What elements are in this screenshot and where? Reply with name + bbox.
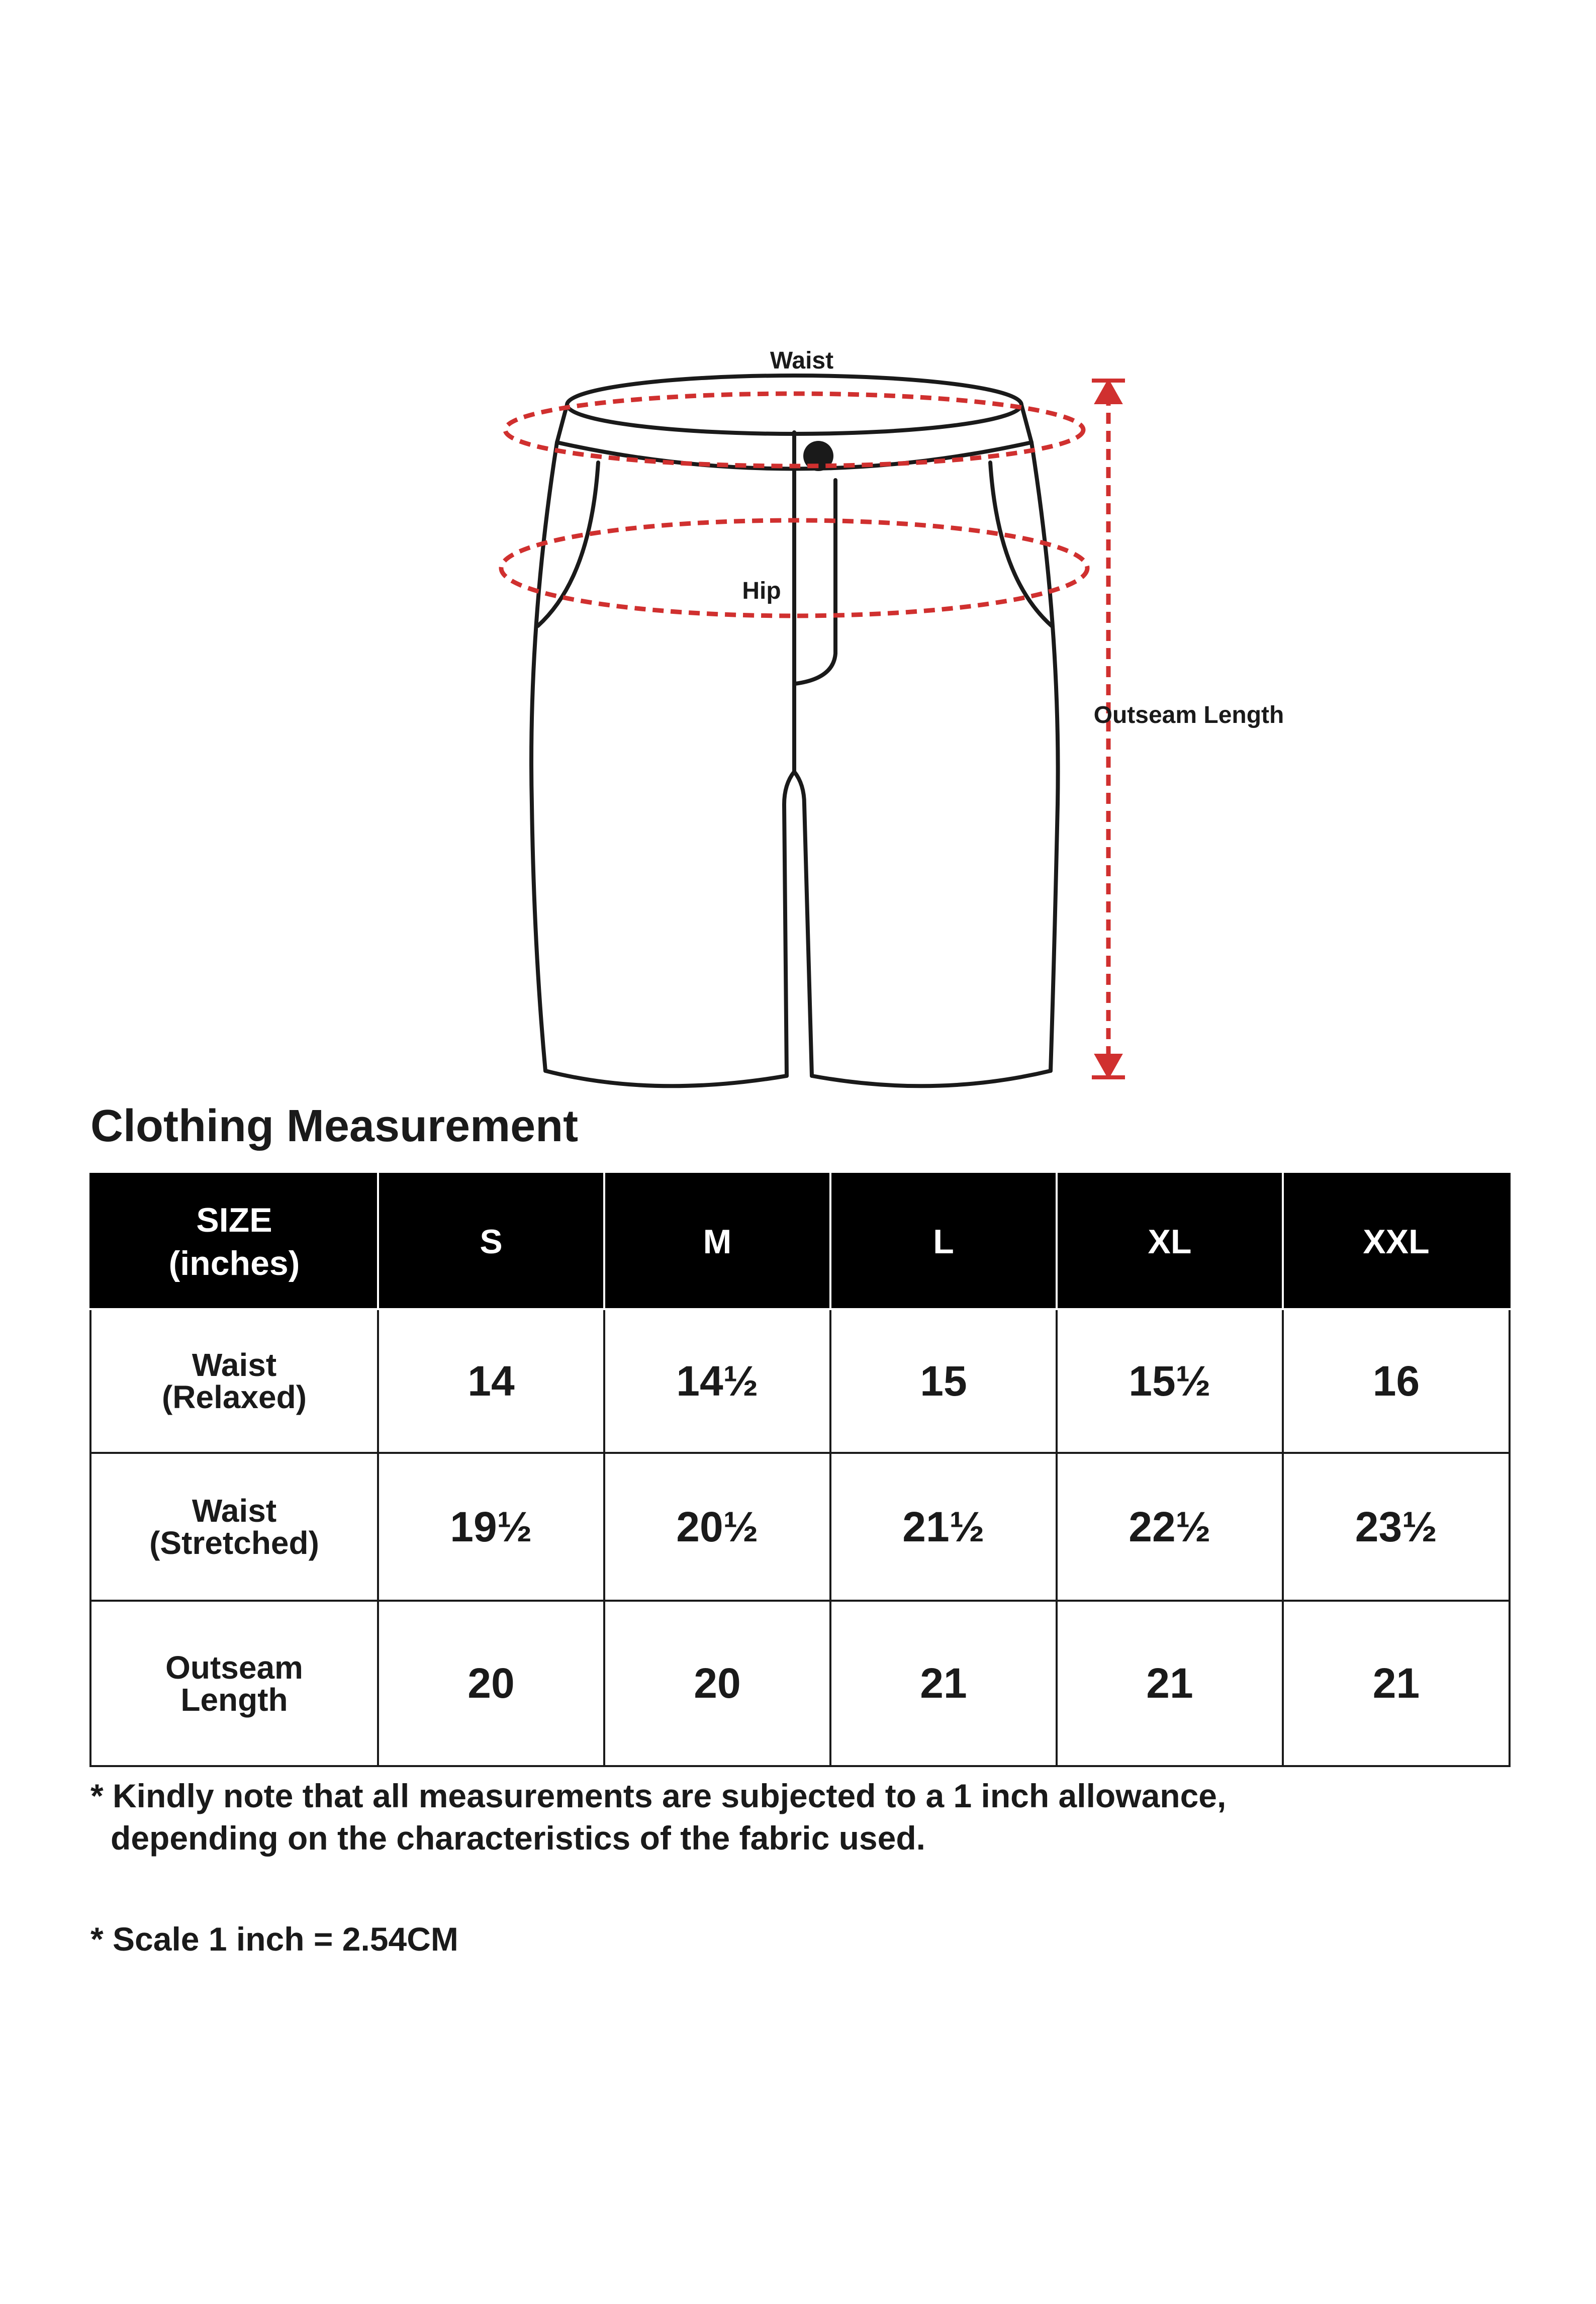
header-size-inches bbox=[90, 1174, 378, 1309]
row-label bbox=[90, 1601, 378, 1766]
left-leg-outer bbox=[531, 442, 557, 1071]
row-label bbox=[90, 1309, 378, 1453]
header-size-m: M bbox=[604, 1174, 830, 1309]
table-row-waist-stretched bbox=[90, 1453, 1510, 1601]
shorts-outline-icon bbox=[0, 0, 1596, 1131]
header-size-line: SIZE bbox=[196, 1201, 272, 1239]
row-label-line2: Length bbox=[180, 1681, 288, 1718]
header-size-xl: XL bbox=[1057, 1174, 1283, 1309]
page-title: Clothing Measurement bbox=[90, 1101, 579, 1151]
header-size-xxl: XXL bbox=[1283, 1174, 1510, 1309]
outseam-length-label: Outseam Length bbox=[1093, 702, 1284, 728]
table-cell: 21 bbox=[1057, 1601, 1283, 1766]
table-cell: 22½ bbox=[1057, 1453, 1283, 1601]
arrow-up-icon bbox=[1097, 383, 1119, 402]
table-cell: 15 bbox=[830, 1309, 1057, 1453]
table-cell: 20 bbox=[378, 1601, 604, 1766]
arrow-down-icon bbox=[1097, 1056, 1119, 1075]
right-inseam bbox=[794, 772, 812, 1076]
table-cell: 14½ bbox=[604, 1309, 830, 1453]
scale-note: * Scale 1 inch = 2.54CM bbox=[90, 1920, 458, 1958]
table-header-row bbox=[90, 1174, 1510, 1309]
row-label-line1: Outseam bbox=[165, 1649, 303, 1686]
row-label-line1: Waist bbox=[192, 1493, 277, 1529]
table-cell: 14 bbox=[378, 1309, 604, 1453]
table-cell: 20 bbox=[604, 1601, 830, 1766]
table-row-outseam-length bbox=[90, 1601, 1510, 1766]
table-cell: 15½ bbox=[1057, 1309, 1283, 1453]
left-hem bbox=[545, 1071, 787, 1086]
row-label-line2: (Stretched) bbox=[149, 1525, 319, 1561]
table-cell: 21½ bbox=[830, 1453, 1057, 1601]
allowance-note bbox=[90, 1775, 1498, 1859]
table-cell: 21 bbox=[830, 1601, 1057, 1766]
size-chart-table bbox=[89, 1173, 1511, 1767]
table-cell: 20½ bbox=[604, 1453, 830, 1601]
hip-label: Hip bbox=[742, 578, 781, 604]
waist-label: Waist bbox=[770, 347, 834, 374]
row-label bbox=[90, 1453, 378, 1601]
table-cell: 21 bbox=[1283, 1601, 1510, 1766]
allowance-note-line2: depending on the characteristics of the fabric used. bbox=[111, 1819, 925, 1857]
row-label-line2: (Relaxed) bbox=[161, 1379, 307, 1415]
table-row-waist-relaxed bbox=[90, 1309, 1510, 1453]
row-label-line1: Waist bbox=[192, 1347, 277, 1383]
table-cell: 19½ bbox=[378, 1453, 604, 1601]
table-cell: 23½ bbox=[1283, 1453, 1510, 1601]
right-hem bbox=[812, 1071, 1051, 1086]
header-size-l: L bbox=[830, 1174, 1057, 1309]
table-cell: 16 bbox=[1283, 1309, 1510, 1453]
header-size-s: S bbox=[378, 1174, 604, 1309]
allowance-note-line1: * Kindly note that all measurements are subjected to a 1 inch allowance, bbox=[90, 1777, 1227, 1814]
header-unit-line: (inches) bbox=[168, 1244, 300, 1282]
right-leg-outer bbox=[1031, 442, 1058, 1071]
left-inseam bbox=[784, 772, 794, 1076]
waistband-top bbox=[567, 376, 1021, 434]
